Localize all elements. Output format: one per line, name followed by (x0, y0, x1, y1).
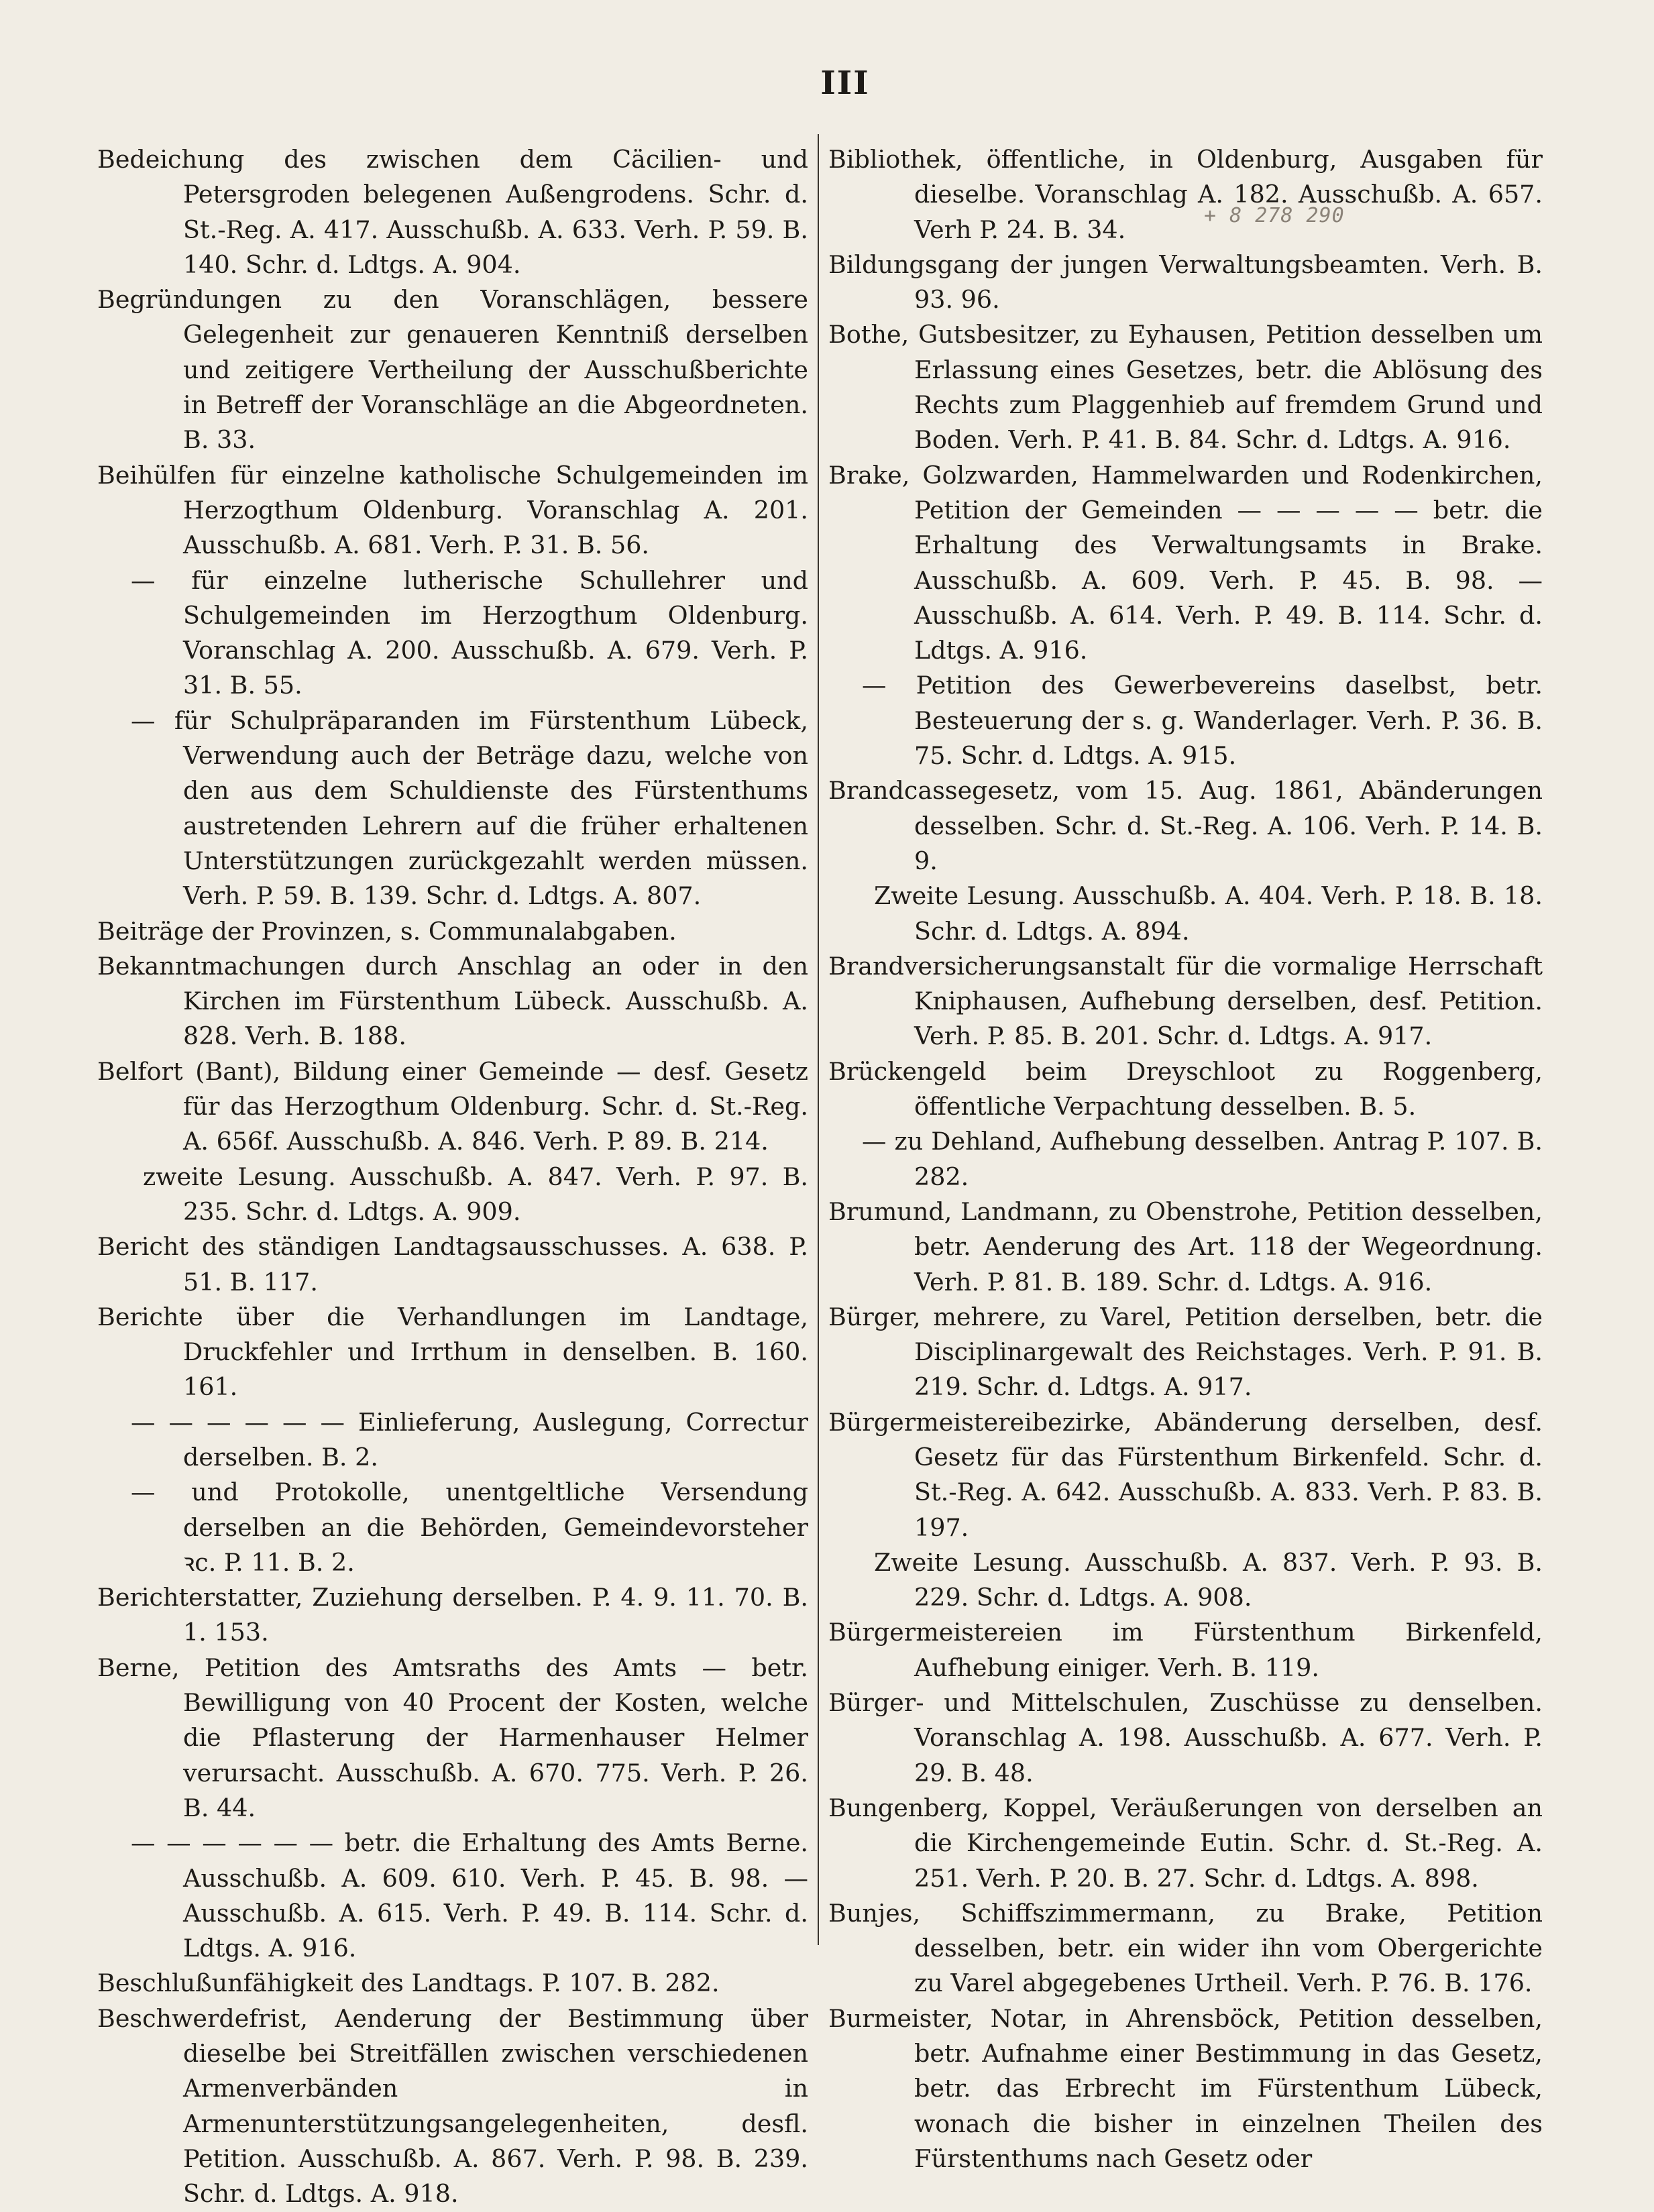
index-entry: Brandversicherungsanstalt für die vormalige Herrschaft Kniphausen, Aufhebung derselben, desf. Petition. Verh. P. 85. B. 201. Schr. d. Ldtgs. A. 917. (828, 951, 1543, 1051)
index-entry: Bedeichung des zwischen dem Cäcilien- und Petersgroden belegenen Außengrodens. Schr. d. St.-Reg. A. 417. Ausschußb. A. 633. Verh. P. 59. B. 140. Schr. d. Ldtgs. A. 904. (97, 145, 808, 279)
index-entry: Bekanntmachungen durch Anschlag an oder in den Kirchen im Fürstenthum Lübeck. Ausschußb. A. 828. Verh. B. 188. (97, 951, 808, 1051)
index-entry: Bildungsgang der jungen Verwaltungsbeamten. Verh. B. 93. 96. (828, 250, 1543, 315)
index-entry: Begründungen zu den Voranschlägen, bessere Gelegenheit zur genaueren Kenntniß derselben und zeitigere Vertheilung der Ausschußberichte in Betreff der Voranschläge an die Abgeordneten. B. 33. (97, 285, 808, 455)
index-entry: Burmeister, Notar, in Ahrensböck, Petition desselben, betr. Aufnahme einer Bestimmung in das Gesetz, betr. das Erbrecht im Fürstenthum Lübeck, wonach die bisher in einzelnen Theilen des Fürstenthums nach Gesetz oder (828, 2003, 1543, 2173)
index-entry: — — — — — — betr. die Erhaltung des Amts Berne. Ausschußb. A. 609. 610. Verh. P. 45. B. 98. — Ausschußb. A. 615. Verh. P. 49. B. 114. Schr. d. Ldtgs. A. 916. (131, 1828, 808, 1963)
index-entry: Beschlußunfähigkeit des Landtags. P. 107. B. 282. (97, 1969, 720, 1998)
index-entry: Bürgermeistereien im Fürstenthum Birkenfeld, Aufhebung einiger. Verh. B. 119. (828, 1618, 1543, 1682)
index-entry: — und Protokolle, unentgeltliche Versendung derselben an die Behörden, Gemeindevorsteher ꝛc. P. 11. B. 2. (131, 1478, 808, 1577)
index-entry: Bürgermeistereibezirke, Abänderung derselben, desf. Gesetz für das Fürstenthum Birkenfeld. Schr. d. St.-Reg. A. 642. Ausschußb. A. 833. Verh. P. 83. B. 197. (828, 1407, 1543, 1542)
index-entry: Zweite Lesung. Ausschußb. A. 404. Verh. P. 18. B. 18. Schr. d. Ldtgs. A. 894. (874, 881, 1543, 946)
pencil-note: + 8 278 290 (1204, 204, 1345, 227)
index-entry: — für Schulpräparanden im Fürstenthum Lübeck, Verwendung auch der Beträge dazu, welche von den aus dem Schuldienste des Fürstenthums austretenden Lehrern auf die früher erhaltenen Unterstützungen zurückgezahlt werden müssen. Verh. P. 59. B. 139. Schr. d. Ldtgs. A. 807. (131, 706, 808, 911)
index-entry: — Petition des Gewerbevereins daselbst, betr. Besteuerung der s. g. Wanderlager. Verh. P. 36. B. 75. Schr. d. Ldtgs. A. 915. (862, 671, 1543, 771)
index-entry: Bürger, mehrere, zu Varel, Petition derselben, betr. die Disciplinargewalt des Reichstages. Verh. P. 91. B. 219. Schr. d. Ldtgs. A. 917. (828, 1302, 1543, 1402)
index-entry: Bürger- und Mittelschulen, Zuschüsse zu denselben. Voranschlag A. 198. Ausschußb. A. 677. Verh. P. 29. B. 48. (828, 1688, 1543, 1787)
index-entry: Bunjes, Schiffszimmermann, zu Brake, Petition desselben, betr. ein wider ihn vom Obergerichte zu Varel abgegebenes Urtheil. Verh. P. 76. B. 176. (828, 1898, 1543, 1998)
index-entry: Brake, Golzwarden, Hammelwarden und Rodenkirchen, Petition der Gemeinden — — — — — betr. die Erhaltung des Verwaltungsamts in Brake. Ausschußb. A. 609. Verh. P. 45. B. 98. — Ausschußb. A. 614. Verh. P. 49. B. 114. Schr. d. Ldtgs. A. 916. (828, 460, 1543, 665)
index-entry: Belfort (Bant), Bildung einer Gemeinde — desf. Gesetz für das Herzogthum Oldenburg. Schr. d. St.-Reg. A. 656f. Ausschußb. A. 846. Verh. P. 89. B. 214. (97, 1056, 808, 1156)
index-entry: Bothe, Gutsbesitzer, zu Eyhausen, Petition desselben um Erlassung eines Gesetzes, betr. die Ablösung des Rechts zum Plaggenhieb auf fremdem Grund und Boden. Verh. P. 41. B. 84. Schr. d. Ldtgs. A. 916. (828, 320, 1543, 455)
index-entry: Zweite Lesung. Ausschußb. A. 837. Verh. P. 93. B. 229. Schr. d. Ldtgs. A. 908. (874, 1547, 1543, 1612)
right-column (828, 142, 1543, 2176)
index-entry: — — — — — — Einlieferung, Auslegung, Correctur derselben. B. 2. (131, 1407, 808, 1472)
index-entry: Beihülfen für einzelne katholische Schulgemeinden im Herzogthum Oldenburg. Voranschlag A. 201. Ausschußb. A. 681. Verh. P. 31. B. 56. (97, 460, 808, 560)
page-number: III (820, 64, 870, 102)
index-entry: Brandcassegesetz, vom 15. Aug. 1861, Abänderungen desselben. Schr. d. St.-Reg. A. 106. Verh. P. 14. B. 9. (828, 776, 1543, 875)
index-entry: Bibliothek, öffentliche, in Oldenburg, Ausgaben für dieselbe. Voranschlag A. 182. Ausschußb. A. 657. Verh P. 24. B. 34. (828, 145, 1543, 244)
index-entry: Beschwerdefrist, Aenderung der Bestimmung über dieselbe bei Streitfällen zwischen verschiedenen Armenverbänden in Armenunterstützungsangelegenheiten, desfl. Petition. Ausschußb. A. 867. Verh. P. 98. B. 239. Schr. d. Ldtgs. A. 918. (97, 2003, 808, 2209)
index-entry: — zu Dehland, Aufhebung desselben. Antrag P. 107. B. 282. (862, 1127, 1543, 1191)
index-entry: Berichte über die Verhandlungen im Landtage, Druckfehler und Irrthum in denselben. B. 160. 161. (97, 1302, 808, 1402)
index-entry: Brückengeld beim Dreyschloot zu Roggenberg, öffentliche Verpachtung desselben. B. 5. (828, 1056, 1543, 1121)
index-entry: Berne, Petition des Amtsraths des Amts — betr. Bewilligung von 40 Procent der Kosten, welche die Pflasterung der Harmenhauser Helmer verursacht. Ausschußb. A. 670. 775. Verh. P. 26. B. 44. (97, 1653, 808, 1822)
column-divider (818, 134, 819, 1945)
index-entry: zweite Lesung. Ausschußb. A. 847. Verh. P. 97. B. 235. Schr. d. Ldtgs. A. 909. (143, 1162, 808, 1226)
index-entry: Bericht des ständigen Landtagsausschusses. A. 638. P. 51. B. 117. (97, 1232, 808, 1296)
left-column (97, 142, 808, 2212)
index-entry: Beiträge der Provinzen, s. Communalabgaben. (97, 916, 677, 946)
index-entry: — für einzelne lutherische Schullehrer und Schulgemeinden im Herzogthum Oldenburg. Voranschlag A. 200. Ausschußb. A. 679. Verh. P. 31. B. 55. (131, 565, 808, 700)
index-entry: Bungenberg, Koppel, Veräußerungen von derselben an die Kirchengemeinde Eutin. Schr. d. St.-Reg. A. 251. Verh. P. 20. B. 27. Schr. d. Ldtgs. A. 898. (828, 1793, 1543, 1893)
index-entry: Berichterstatter, Zuziehung derselben. P. 4. 9. 11. 70. B. 1. 153. (97, 1583, 808, 1647)
index-entry: Brumund, Landmann, zu Obenstrohe, Petition desselben, betr. Aenderung des Art. 118 der Wegeordnung. Verh. P. 81. B. 189. Schr. d. Ldtgs. A. 916. (828, 1197, 1543, 1296)
